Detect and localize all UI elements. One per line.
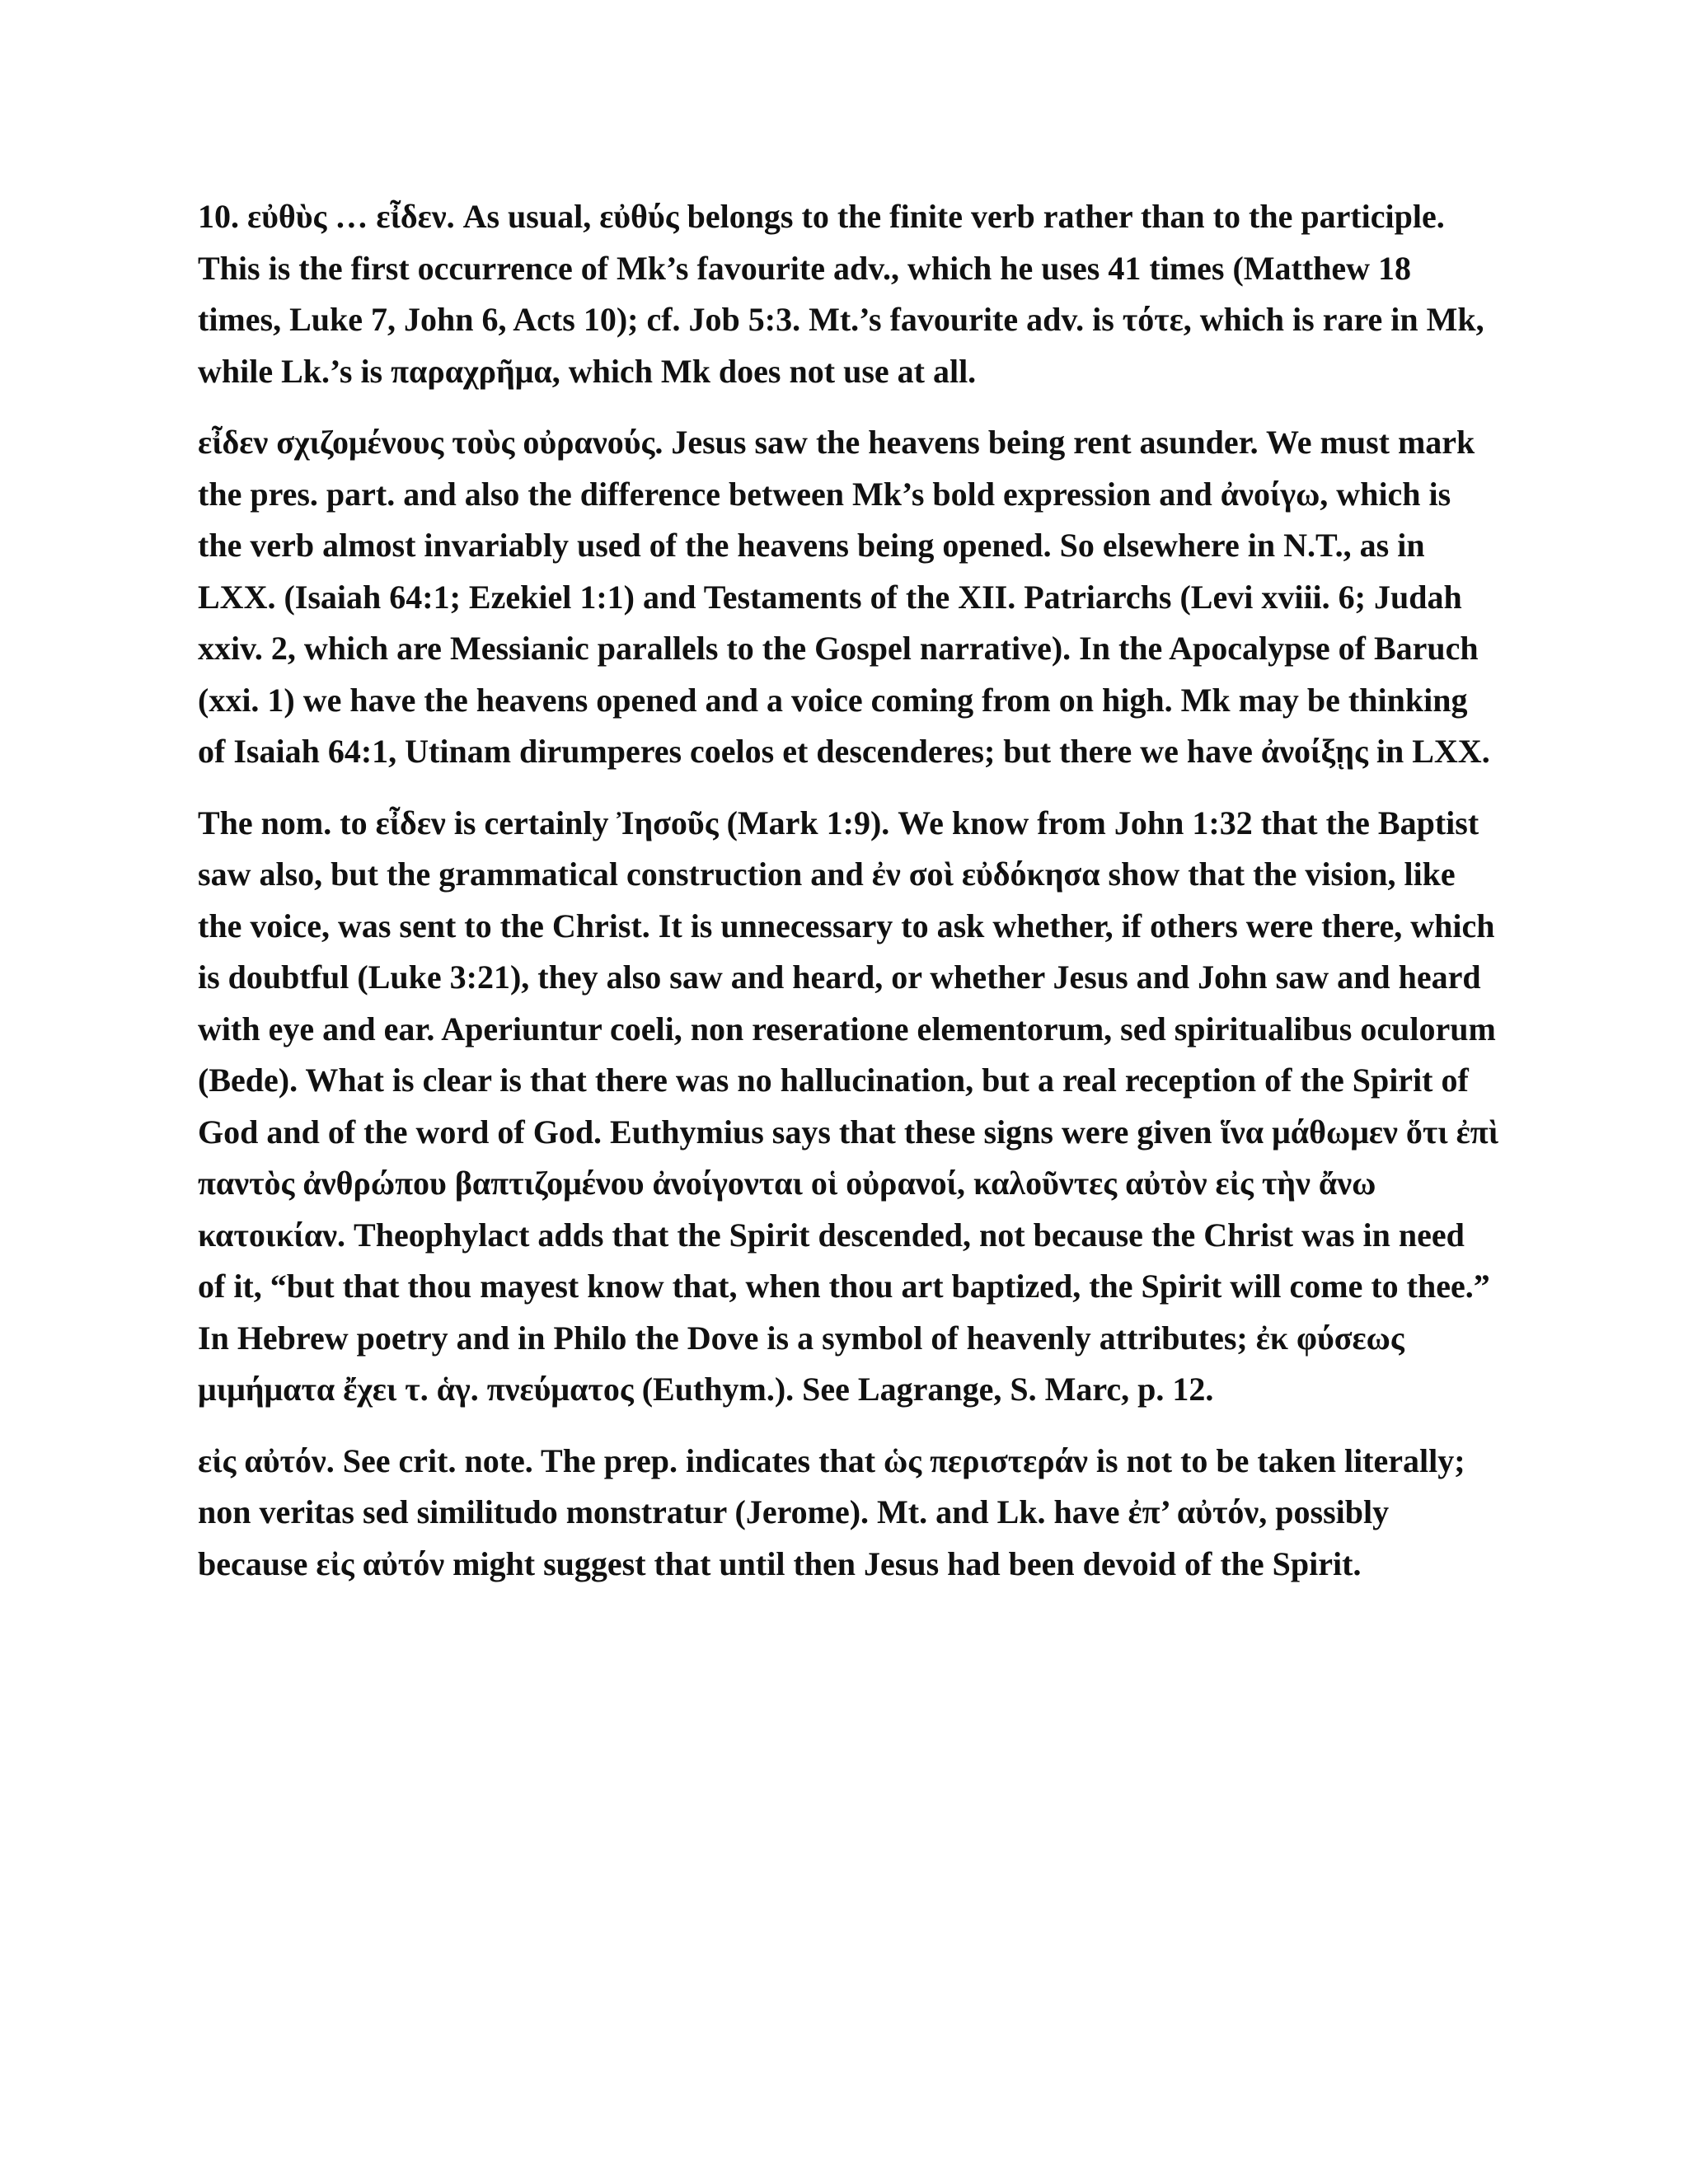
paragraph-nominative: The nom. to εἶδεν is certainly Ἰησοῦς (Mark 1:9). We know from John 1:32 that the Baptist saw also, but the grammatical construction and ἐν σοὶ εὐδόκησα show that the vision, like the voice, was sent to the Christ. It is unnecessary to ask whether, if others were there, which is doubtful (Luke 3:21), they also saw and heard, or whether Jesus and John saw and heard with eye and ear. Aperiuntur coeli, non reseratione elementorum, sed spiritualibus oculorum (Bede). What is clear is that there was no hallucination, but a real reception of the Spirit of God and of the word of God. Euthymius says that these signs were given ἵνα μάθωμεν ὅτι ἐπὶ παντὸς ἀνθρώπου βαπτιζομένου ἀνοίγονται οἱ οὐρανοί, καλοῦντες αὐτὸν εἰς τὴν ἄνω κατοικίαν. Theophylact adds that the Spirit descended, not because the Christ was in need of it, “but that thou mayest know that, when thou art baptized, the Spirit will come to thee.” In Hebrew poetry and in Philo the Dove is a symbol of heavenly attributes; ἐκ φύσεως μιμήματα ἔχει τ. ἁγ. πνεύματος (Euthym.). See Lagrange, S. Marc, p. 12. [198, 804, 1499, 1408]
paragraph-eis-auton: εἰς αὐτόν. See crit. note. The prep. indicates that ὡς περιστεράν is not to be taken literally; non veritas sed similitudo monstratur (Jerome). Mt. and Lk. have ἐπ’ αὐτόν, possibly because εἰς αὐτόν might suggest that until then Jesus had been devoid of the Spirit. [198, 1441, 1465, 1582]
paragraph-heavens-rent: εἶδεν σχιζομένους τοὺς οὐρανούς. Jesus saw the heavens being rent asunder. We must mark the pres. part. and also the difference between Mk’s bold expression and ἀνοίγω, which is the verb almost invariably used of the heavens being opened. So elsewhere in N.T., as in LXX. (Isaiah 64:1; Ezekiel 1:1) and Testaments of the XII. Patriarchs (Levi xviii. 6; Judah xxiv. 2, which are Messianic parallels to the Gospel narrative). In the Apocalypse of Baruch (xxi. 1) we have the heavens opened and a voice coming from on high. Mk may be thinking of Isaiah 64:1, Utinam dirumperes coelos et descenderes; but there we have ἀνοίξῃς in LXX. [198, 424, 1490, 770]
document-page [198, 191, 1500, 1590]
paragraph-verse-10: 10. εὐθὺς … εἶδεν. As usual, εὐθύς belongs to the finite verb rather than to the participle. This is the first occurrence of Mk’s favourite adv., which he uses 41 times (Matthew 18 times, Luke 7, John 6, Acts 10); cf. Job 5:3. Mt.’s favourite adv. is τότε, which is rare in Mk, while Lk.’s is παραχρῆμα, which Mk does not use at all. [198, 198, 1484, 390]
